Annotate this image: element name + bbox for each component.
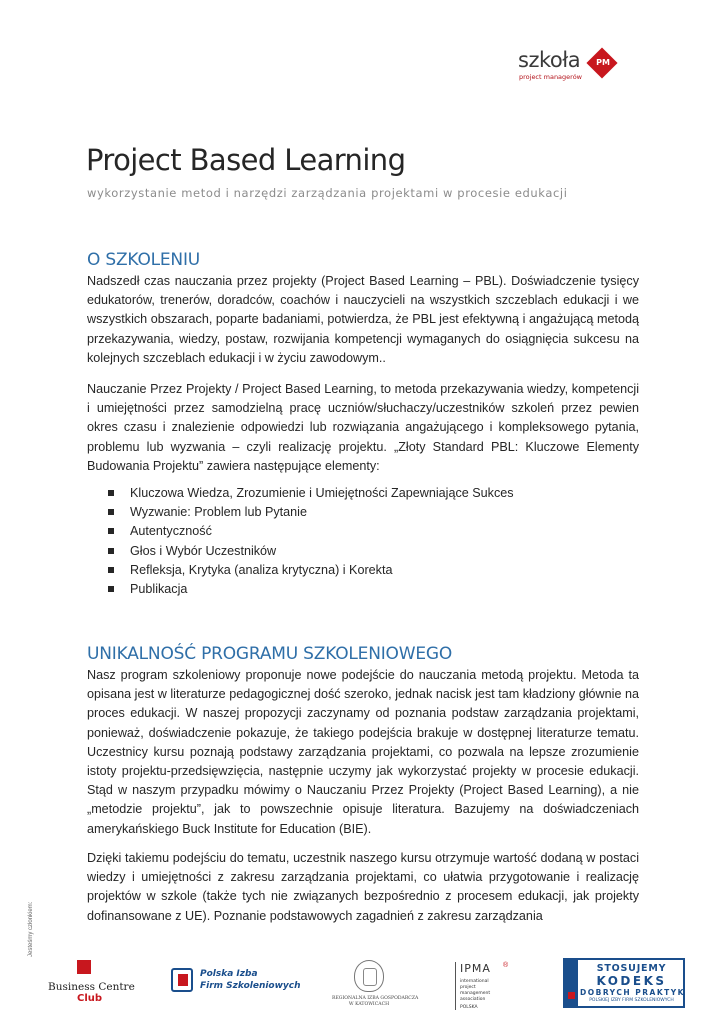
rig-emblem-icon: [354, 960, 384, 992]
member-label: Jesteśmy członkiem:: [28, 901, 34, 957]
section-heading-uniqueness: UNIKALNOŚĆ PROGRAMU SZKOLENIOWEGO: [87, 644, 453, 664]
kodeks-line1: STOSUJEMY: [596, 963, 667, 974]
kodeks-badge: [563, 958, 685, 1008]
business-centre-club-logo: [48, 960, 135, 1010]
list-item: Kluczowa Wiedza, Zrozumienie i Umiejętności Zapewniające Sukces: [106, 484, 626, 503]
page-title: Project Based Learning: [86, 143, 406, 177]
about-paragraph-1: Nadszedł czas nauczania przez projekty (Project Based Learning – PBL). Doświadczenie tysięcy edukatorów, trenerów, doradców, coachów i nauczycieli na wszystkich szczeblach edukacji i we wszystkich obszarach, poparte badaniami, potwierdza, że PBL jest efektywną i angażującą metodą przekazywania, wiedzy, postaw, rozwijania kompetencji wymaganych do osiągnięcia sukcesu na kolejnych szczeblach edukacji i w życiu zawodowym..: [87, 274, 639, 365]
bcc-club: Club: [77, 993, 103, 1004]
pifs-line2: Firm Szkoleniowych: [200, 981, 301, 991]
ipma-line: association: [460, 997, 486, 1002]
logo-name: szkoła: [518, 48, 581, 72]
pifs-logo: [171, 966, 301, 996]
list-item: Publikacja: [106, 580, 626, 599]
logo-badge: PM: [596, 58, 610, 67]
ipma-country: POLSKA: [460, 1005, 478, 1010]
about-paragraph-2: Nauczanie Przez Projekty / Project Based Learning, to metoda przekazywania wiedzy, kompetencji i umiejętności przez samodzielną pracę uczniów/słuchaczy/uczestników szkoleń przez pewien okres czasu i znalezienie odpowiedzi lub rozwiązania angażującego i kompleksowego pytania, problemu lub wyzwania – czyli realizację projektu. „Złoty Standard PBL: Kluczowe Elementy Budowania Projektu” zawiera następujące elementy:: [87, 382, 639, 473]
ipma-name: IPMA: [460, 962, 491, 975]
pifs-mark-icon: [171, 968, 193, 992]
bcc-name: Business Centre: [48, 981, 135, 993]
ipma-logo: [455, 962, 515, 1012]
list-item: Wyzwanie: Problem lub Pytanie: [106, 503, 626, 522]
section-heading-about: O SZKOLENIU: [87, 250, 201, 270]
rig-line2: W KATOWICACH: [348, 1002, 390, 1007]
page-subtitle: wykorzystanie metod i narzędzi zarządzania projektami w procesie edukacji: [87, 186, 568, 200]
ipma-line: international: [460, 979, 489, 984]
szkola-pm-logo: [518, 46, 618, 86]
list-item: Głos i Wybór Uczestników: [106, 542, 626, 561]
elements-list: [106, 484, 626, 599]
list-item: Refleksja, Krytyka (analiza krytyczna) i Korekta: [106, 561, 626, 580]
kodeks-line3: DOBRYCH PRAKTYK: [580, 988, 685, 997]
uniqueness-paragraph-2: Dzięki takiemu podejściu do tematu, uczestnik naszego kursu otrzymuje wartość dodaną w postaci wiedzy i umiejętności z zakresu zarządzania projektami, co ułatwia przygotowanie i realizację projektów w szkole (także tych nie związanych bezpośrednio z procesem edukacji, jak projekty dofinansowane z UE). Poznanie podstawowych zagadnień z zakresu zarządzania: [87, 851, 639, 923]
list-item: Autentyczność: [106, 522, 626, 541]
pifs-line1: Polska Izba: [200, 969, 258, 979]
kodeks-side-icon: [565, 960, 578, 1006]
ipma-line: management: [460, 991, 491, 996]
kodeks-line2: KODEKS: [596, 974, 667, 988]
ipma-divider: [455, 962, 456, 1010]
kodeks-line4: POLSKIEJ IZBY FIRM SZKOLENIOWYCH: [589, 998, 674, 1003]
uniqueness-paragraph-1: Nasz program szkoleniowy proponuje nowe podejście do nauczania metodą projektu. Metoda ta opisana jest w literaturze pedagogicznej dość szeroko, jednak nacisk jest tam kładziony głównie na proces edukacji. W naszej propozycji zaczynamy od poznania podstaw zarządzania projektami, ponieważ, doświadczenie pokazuje, że takiego podejścia brakuje w dostępnej literaturze tematu. Uczestnicy kursu poznają podstawy zarządzania projektami, co pozwala na lepsze zrozumienie istoty projektu-przedsięwzięcia, następnie uczymy jak wykorzystać projekty w procesie edukacji. Stąd w naszym przypadku mówimy o Nauczaniu Przez Projekty (Project Based Learning), a nie „metodzie projektu”, jak to powszechnie opisuje literatura. Bazujemy na doświadczeniach amerykańskiego Buck Institute for Education (BIE).: [87, 668, 639, 836]
bcc-square-icon: [77, 960, 91, 974]
ipma-line: project: [460, 985, 476, 990]
ipma-registered: ®: [503, 962, 509, 969]
rig-line1: REGIONALNA IZBA GOSPODARCZA: [332, 996, 419, 1001]
logo-tagline: project managerów: [519, 73, 582, 81]
rig-katowice-logo: [332, 960, 419, 1012]
